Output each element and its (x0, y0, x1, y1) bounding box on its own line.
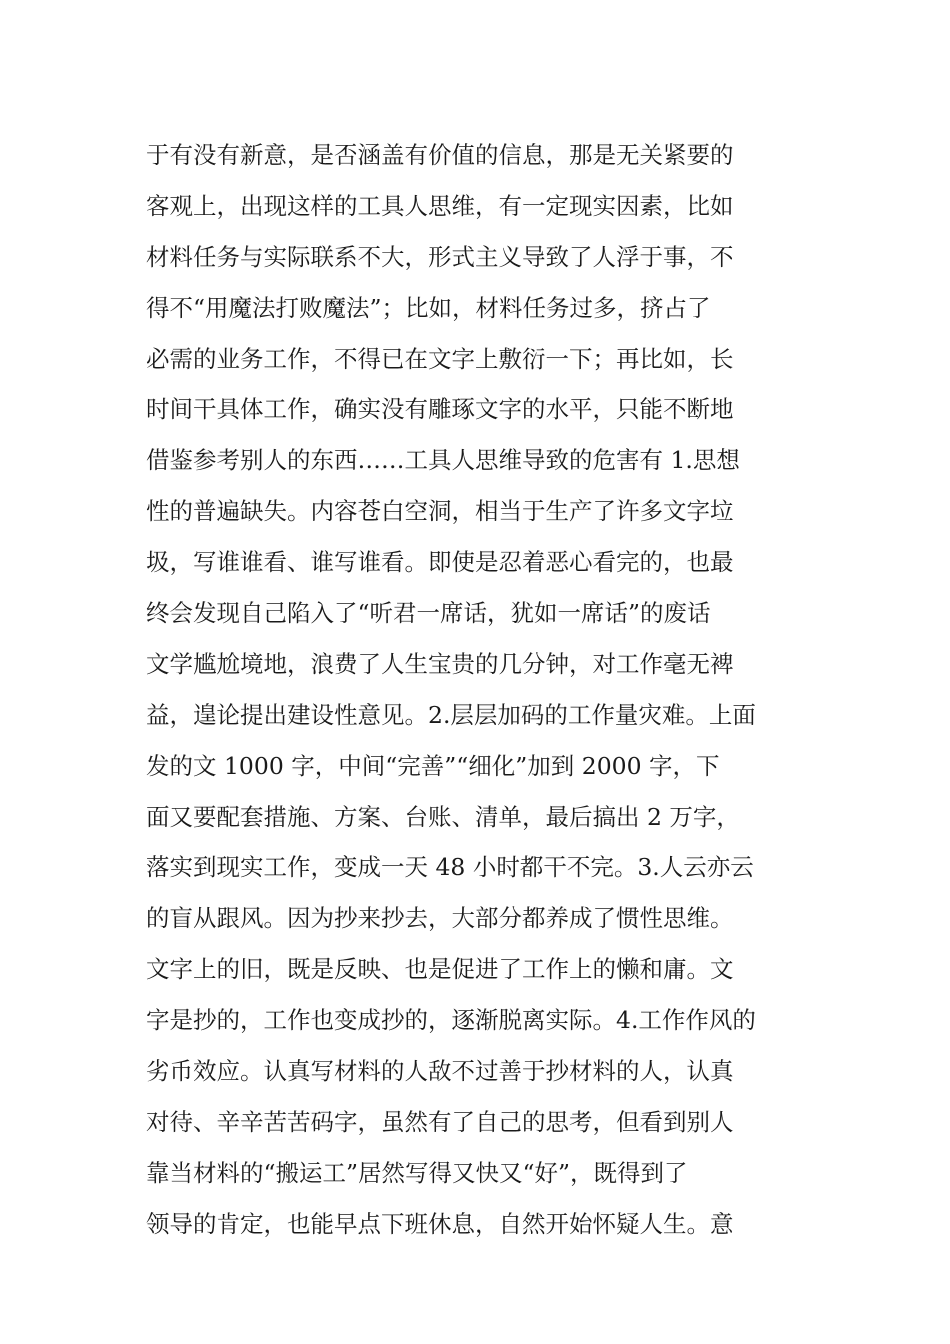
text-line: 终会发现自己陷入了“听君一席话，犹如一席话”的废话 (146, 599, 711, 628)
text-line: 必需的业务工作，不得已在文字上敷衍一下；再比如，长 (146, 344, 734, 373)
text-line: 圾，写谁谁看、谁写谁看。即使是忍着恶心看完的，也最 (146, 548, 734, 577)
text-line: 发的文 1000 字，中间“完善”“细化”加到 2000 字，下 (146, 751, 720, 780)
text-line: 字是抄的，工作也变成抄的，逐渐脱离实际。4.工作作风的 (146, 1006, 756, 1035)
text-line: 落实到现实工作，变成一天 48 小时都干不完。3.人云亦云 (146, 853, 754, 882)
text-line: 益，遑论提出建设性意见。2.层层加码的工作量灾难。上面 (146, 700, 756, 729)
text-line: 借鉴参考别人的东西……工具人思维导致的危害有 1.思想 (146, 446, 740, 475)
text-line: 客观上，出现这样的工具人思维，有一定现实因素，比如 (146, 191, 734, 220)
text-line: 文学尴尬境地，浪费了人生宝贵的几分钟，对工作毫无裨 (146, 649, 734, 678)
text-line: 面又要配套措施、方案、台账、清单，最后搞出 2 万字， (146, 802, 740, 831)
text-line: 劣币效应。认真写材料的人敌不过善于抄材料的人，认真 (146, 1057, 734, 1086)
text-line: 性的普遍缺失。内容苍白空洞，相当于生产了许多文字垃 (146, 497, 734, 526)
text-line: 领导的肯定，也能早点下班休息，自然开始怀疑人生。意 (146, 1209, 734, 1238)
text-line: 于有没有新意，是否涵盖有价值的信息，那是无关紧要的 (146, 141, 734, 169)
text-line: 文字上的旧，既是反映、也是促进了工作上的懒和庸。文 (146, 955, 734, 984)
text-line: 对待、辛辛苦苦码字，虽然有了自己的思考，但看到别人 (146, 1107, 734, 1136)
text-line: 得不“用魔法打败魔法”；比如，材料任务过多，挤占了 (146, 293, 711, 322)
text-line: 时间干具体工作，确实没有雕琢文字的水平，只能不断地 (146, 395, 734, 424)
text-line: 的盲从跟风。因为抄来抄去，大部分都养成了惯性思维。 (146, 904, 734, 933)
body-text (146, 130, 816, 1250)
text-line: 靠当材料的“搬运工”居然写得又快又“好”，既得到了 (146, 1158, 688, 1187)
text-line: 材料任务与实际联系不大，形式主义导致了人浮于事，不 (146, 242, 734, 271)
